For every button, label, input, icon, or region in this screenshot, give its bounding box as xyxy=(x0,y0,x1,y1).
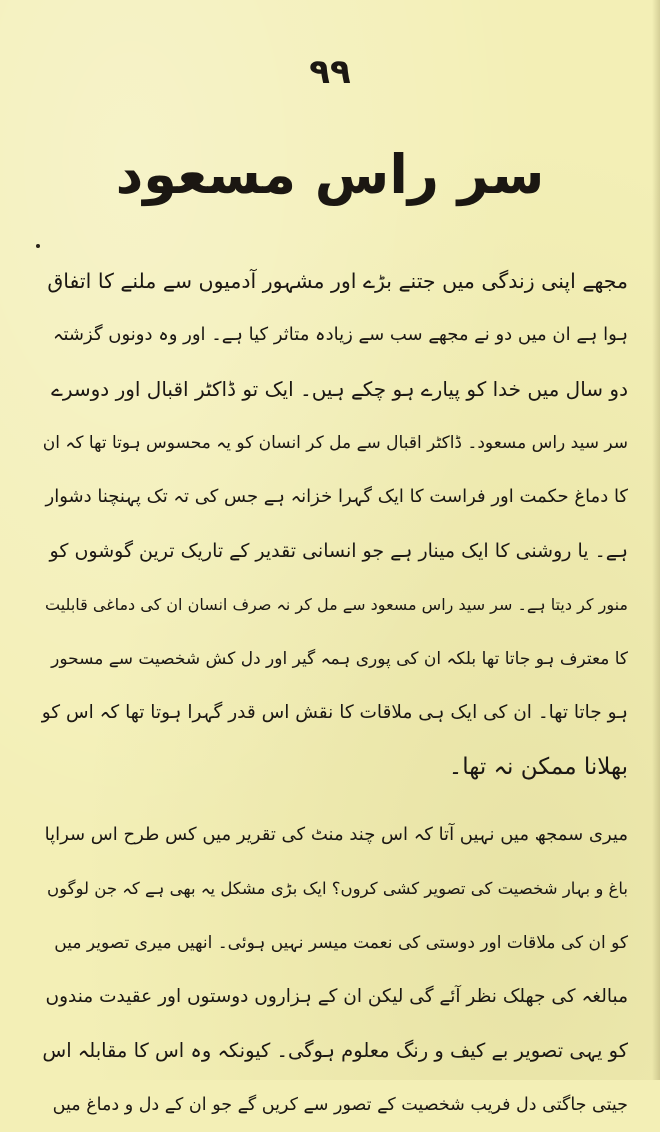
text-line: ہوا ہے ان میں دو نے مجھے سب سے زیادہ متاثر کیا ہے۔ اور وہ دونوں گزشتہ xyxy=(52,324,628,345)
text-line: کا معترف ہو جاتا تھا بلکہ ان کی پوری ہمہ گیر اور دل کش شخصیت سے مسحور xyxy=(51,649,628,669)
ink-speck xyxy=(36,244,40,248)
text-line: کو یہی تصویر بے کیف و رنگ معلوم ہوگی۔ کیونکہ وہ اس کا مقابلہ اس xyxy=(42,1039,628,1062)
chapter-heading: سر راس مسعود xyxy=(115,143,545,206)
paragraph-2 xyxy=(38,808,628,1132)
text-line: باغ و بہار شخصیت کی تصویر کشی کروں؟ ایک بڑی مشکل یہ بھی ہے کہ جن لوگوں xyxy=(46,879,628,898)
text-line: مبالغہ کی جھلک نظر آئے گی لیکن ان کے ہزاروں دوستوں اور عقیدت مندوں xyxy=(45,986,628,1007)
page-number: ۹۹ xyxy=(309,52,351,92)
text-line: مجھے اپنی زندگی میں جتنے بڑے اور مشہور آدمیوں سے ملنے کا اتفاق xyxy=(47,269,628,293)
text-line: میری سمجھ میں نہیں آتا کہ اس چند منٹ کی تقریر میں کس طرح اس سراپا xyxy=(44,824,628,845)
body-text xyxy=(38,254,628,1132)
text-line: دو سال میں خدا کو پیارے ہو چکے ہیں۔ ایک تو ڈاکٹر اقبال اور دوسرے xyxy=(51,377,628,401)
text-line: ہے۔ یا روشنی کا ایک مینار ہے جو انسانی تقدیر کے تاریک ترین گوشوں کو xyxy=(49,540,628,562)
text-line: بھلانا ممکن نہ تھا۔ xyxy=(448,754,628,780)
text-line: جیتی جاگتی دل فریب شخصیت کے تصور سے کریں گے جو ان کے دل و دماغ میں xyxy=(52,1095,628,1115)
paragraph-gap xyxy=(38,794,628,808)
text-line: کو ان کی ملاقات اور دوستی کی نعمت میسر نہیں ہوئی۔ انھیں میری تصویر میں xyxy=(54,933,628,953)
text-line: سر سید راس مسعود۔ ڈاکٹر اقبال سے مل کر انسان کو یہ محسوس ہوتا تھا کہ ان xyxy=(42,433,628,453)
text-line: ہو جاتا تھا۔ ان کی ایک ہی ملاقات کا نقش اس قدر گہرا ہوتا تھا کہ اس کو xyxy=(41,702,628,723)
text-line: منور کر دیتا ہے۔ سر سید راس مسعود سے مل کر نہ صرف انسان ان کی دماغی قابلیت xyxy=(45,595,628,614)
text-line: کا دماغ حکمت اور فراست کا ایک گہرا خزانہ ہے جس کی تہ تک پہنچنا دشوار xyxy=(45,486,628,507)
paragraph-1 xyxy=(38,254,628,794)
